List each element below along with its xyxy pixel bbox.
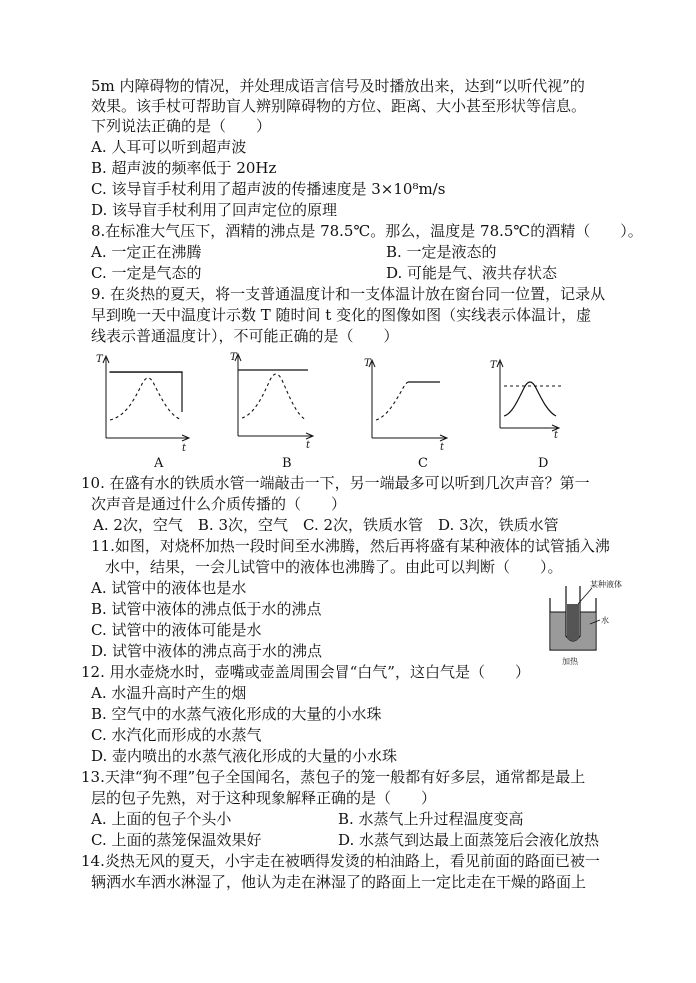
water-label: 水 (601, 616, 609, 625)
q11-option-b: B. 试管中液体的沸点低于水的沸点 (91, 600, 322, 618)
q11-option-a: A. 试管中的液体也是水 (91, 579, 247, 597)
graph-a-solid-curve (110, 372, 182, 412)
q12-option-d: D. 壶内喷出的水蒸气液化形成的大量的小水珠 (91, 747, 398, 765)
q11-option-d: D. 试管中液体的沸点高于水的沸点 (91, 642, 323, 660)
q9-graph-d (488, 354, 598, 471)
graph-b-dashed-curve (242, 374, 306, 420)
graph-b-y-label: T (230, 352, 237, 363)
q9-graph-a (96, 350, 206, 471)
q14-stem-line-1: 14.炎热无风的夏天，小宇走在被晒得发烫的柏油路上，看见前面的路面已被一 (81, 852, 600, 870)
graph-d-solid-curve (504, 382, 556, 416)
q9-graph-b (228, 348, 338, 471)
q12-stem: 12. 用水壶烧水时，壶嘴或壶盖周围会冒“白气”，这白气是（ ） (81, 663, 530, 681)
q7-option-b: B. 超声波的频率低于 20Hz (91, 159, 277, 177)
q12-option-b: B. 空气中的水蒸气液化形成的大量的小水珠 (91, 705, 382, 723)
q10-stem-line-1: 10. 在盛有水的铁质水管一端敲击一下，另一端最多可以听到几次声音？第一 (81, 474, 590, 492)
graph-a-dashed-curve (110, 378, 182, 420)
q8-option-d: D. 可能是气、液共存状态 (386, 264, 558, 282)
q13-stem-line-2: 层的包子先熟，对于这种现象解释正确的是（ ） (91, 789, 437, 807)
q7-stem-line-3: 下列说法正确的是（ ） (91, 117, 272, 135)
q8-stem: 8.在标准大气压下，酒精的沸点是 78.5℃。那么，温度是 78.5℃的酒精（ ）。 (91, 222, 643, 240)
heat-label: 加热 (562, 657, 578, 666)
q9-stem-line-1: 9. 在炎热的夏天，将一支普通温度计和一支体温计放在窗台同一位置，记录从 (91, 285, 606, 303)
q7-option-c: C. 该导盲手杖利用了超声波的传播速度是 3×10⁸m/s (91, 180, 446, 198)
q8-option-a: A. 一定正在沸腾 (91, 243, 202, 261)
q10-stem-line-2: 次声音是通过什么介质传播的（ ） (91, 495, 347, 513)
graph-c-caption: C (418, 456, 428, 471)
q9-graph-c (362, 354, 472, 471)
q13-option-c: C. 上面的蒸笼保温效果好 (91, 831, 262, 849)
q13-option-d: D. 水蒸气到达最上面蒸笼后会液化放热 (338, 831, 600, 849)
q7-stem-line-2: 效果。该手杖可帮助盲人辨别障碍物的方位、距离、大小甚至形状等信息。 (91, 97, 587, 115)
graph-d-y-label: T (490, 360, 497, 371)
graph-a-caption: A (154, 456, 164, 471)
q11-stem-line-1: 11.如图，对烧杯加热一段时间至水沸腾，然后再将盛有某种液体的试管插入沸 (91, 537, 610, 555)
q11-option-c: C. 试管中的液体可能是水 (91, 621, 262, 639)
graph-c-dashed-curve (376, 382, 408, 420)
graph-c-x-label: t (440, 442, 445, 453)
q13-option-a: A. 上面的包子个头小 (91, 810, 232, 828)
q13-option-b: B. 水蒸气上升过程温度变高 (338, 810, 524, 828)
liquid-label: 某种液体 (590, 580, 622, 589)
graph-a-y-label: T (96, 354, 103, 365)
q7-option-a: A. 人耳可以听到超声波 (91, 138, 247, 156)
q8-option-c: C. 一定是气态的 (91, 264, 202, 282)
q7-stem-line-1: 5m 内障碍物的情况，并处理成语言信号及时播放出来，达到“以听代视”的 (91, 77, 585, 95)
q11-apparatus-figure (538, 578, 622, 668)
graph-b-caption: B (282, 456, 292, 471)
graph-a-x-label: t (182, 443, 187, 454)
graph-d-x-label: t (554, 430, 559, 441)
graph-b-x-label: t (306, 440, 311, 451)
q13-stem-line-1: 13.天津“狗不理”包子全国闻名，蒸包子的笼一般都有好多层，通常都是最上 (81, 768, 586, 786)
q14-stem-line-2: 辆洒水车洒水淋湿了，他认为走在淋湿了的路面上一定比走在干燥的路面上 (91, 873, 587, 891)
q10-options: A. 2次，空气 B. 3次，空气 C. 2次，铁质水管 D. 3次，铁质水管 (93, 516, 559, 534)
graph-d-caption: D (538, 456, 549, 471)
q9-stem-line-2: 早到晚一天中温度计示数 T 随时间 t 变化的图像如图（实线表示体温计，虚 (91, 306, 592, 324)
q12-option-c: C. 水汽化而形成的水蒸气 (91, 726, 262, 744)
q9-stem-line-3: 线表示普通温度计），不可能正确的是（ ） (91, 327, 399, 345)
q12-option-a: A. 水温升高时产生的烟 (91, 684, 247, 702)
q7-option-d: D. 该导盲手杖利用了回声定位的原理 (91, 201, 338, 219)
graph-c-y-label: T (364, 358, 371, 369)
q8-option-b: B. 一定是液态的 (386, 243, 497, 261)
q11-stem-line-2: 水中，结果，一会儿试管中的液体也沸腾了。由此可以判断（ ）。 (105, 558, 563, 576)
